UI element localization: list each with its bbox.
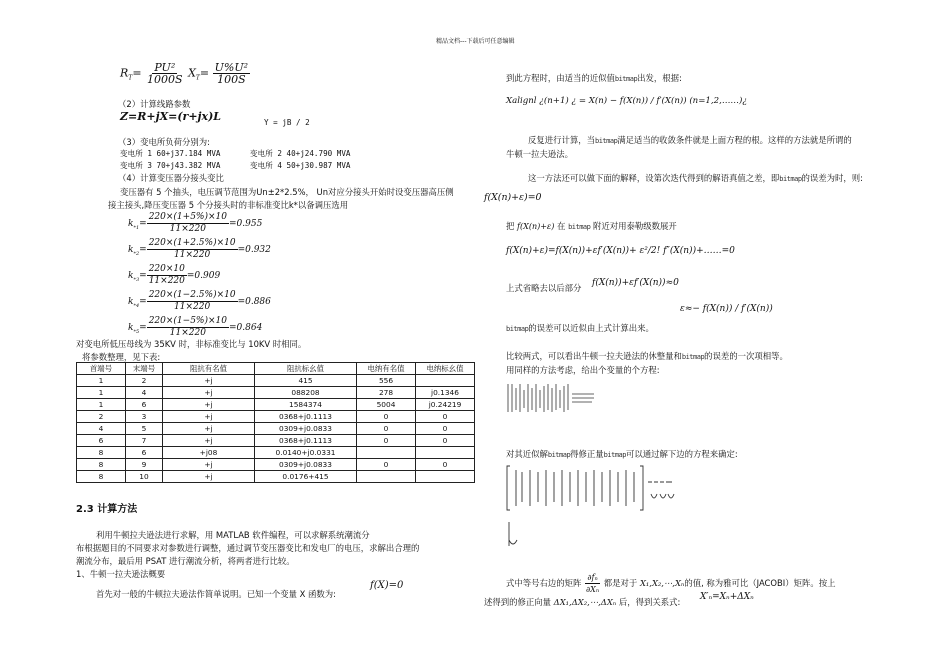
table-cell: +j	[163, 411, 255, 423]
ratio-3: $k_{*3}=$ $\frac{220\times 10}{11\times 220}$ =0.909	[128, 264, 221, 286]
table-cell: 4	[77, 423, 126, 435]
error-equation: f(X(n)+ε)=0	[484, 192, 542, 203]
table-header-row	[77, 363, 475, 375]
table-row	[77, 435, 475, 447]
table-cell: 0	[416, 423, 475, 435]
function-equation: f(X)=0	[370, 580, 404, 591]
table-cell: 4	[126, 387, 163, 399]
table-cell: 0	[357, 435, 416, 447]
table-cell: 0	[357, 423, 416, 435]
table-cell: 0368+j0.1113	[255, 411, 357, 423]
load-2: 变电所 2 40+j24.790 MVA	[250, 149, 351, 158]
table-cell: +j	[163, 423, 255, 435]
table-cell: 2	[126, 375, 163, 387]
method-paragraph-3: 潮流分布，最后用 PSAT 进行潮流分析，将两者进行比较。	[76, 556, 295, 566]
table-cell: 6	[126, 447, 163, 459]
table-header-cell: 首端号	[77, 363, 126, 375]
section-loads: （3）变电所负荷分别为:	[118, 137, 210, 147]
table-cell: 0368+j0.1113	[255, 435, 357, 447]
table-cell: 10	[126, 471, 163, 483]
table-cell: +j08	[163, 447, 255, 459]
newton-method-name: 牛顿一拉夫逊法。	[506, 149, 573, 159]
table-cell: 5	[126, 423, 163, 435]
table-cell: 6	[126, 399, 163, 411]
line-impedance-formula: Z=R+jX=(r+jx)L	[120, 110, 222, 123]
table-header-cell: 阻抗有名值	[163, 363, 255, 375]
table-cell: 0	[357, 459, 416, 471]
table-row	[77, 411, 475, 423]
table-cell	[357, 447, 416, 459]
table-cell: 0	[416, 459, 475, 471]
table-row	[77, 387, 475, 399]
table-cell: 6	[77, 435, 126, 447]
table-cell: 556	[357, 375, 416, 387]
table-row	[77, 471, 475, 483]
table-cell: 2	[77, 411, 126, 423]
correction-text: 对其近似解bitmap得修正量bitmap可以通过解下边的方程来确定:	[506, 449, 738, 459]
bitmap-placeholder: bitmap	[568, 223, 591, 231]
table-cell	[416, 447, 475, 459]
bitmap-placeholder: bitmap	[547, 451, 571, 459]
ratio-1: $k_{*1}=$ $\frac{220\times(1+5\%)\times 10}{11\times 220}$ =0.955	[128, 212, 263, 234]
table-cell: 8	[77, 447, 126, 459]
table-cell: 1	[77, 375, 126, 387]
jacobian-text: 式中等号右边的矩阵 $\frac{\text{∂fₙ}}{\text{∂Xₙ}}$ 都是对于 X₁,X₂,⋯,Xₙ的值, 称为雅可比（JACOBI）矩阵。按上	[506, 573, 836, 594]
error-explanation: 这一方法还可以做下面的解释，设第次迭代得到的解语真值之差，即bitmap的误差为时，则:	[528, 173, 863, 183]
bitmap-placeholder: bitmap	[614, 75, 638, 83]
equation-system-image	[506, 380, 596, 416]
table-row	[77, 447, 475, 459]
load-4: 变电所 4 50+j30.987 MVA	[250, 161, 351, 170]
table-header-cell: 电纳有名值	[357, 363, 416, 375]
update-formula: X′ₙ=Xₙ+ΔXₙ	[700, 592, 754, 602]
table-row	[77, 399, 475, 411]
table-cell: 8	[77, 459, 126, 471]
table-cell: 1	[77, 387, 126, 399]
taylor-expansion: f(X(n)+ε)=f(X(n))+εf′(X(n))+ ε²/2! f″(X(n))+……=0	[506, 246, 735, 256]
table-cell: 9	[126, 459, 163, 471]
table-cell: 0309+j0.0833	[255, 459, 357, 471]
table-cell	[357, 471, 416, 483]
table-row	[77, 459, 475, 471]
page-header: 精品文档---下载后可任意编辑	[436, 38, 515, 45]
method-paragraph-2: 布根据题目的不同要求对参数进行调整，通过调节变压器变比和发电厂的电压，求解出合理的	[76, 543, 420, 553]
table-cell: 0309+j0.0833	[255, 423, 357, 435]
table-cell: 278	[357, 387, 416, 399]
table-cell: j0.1346	[416, 387, 475, 399]
error-approx-text: bitmap的误差可以近似由上式计算出来。	[506, 323, 654, 333]
ratio-2: $k_{*2}=$ $\frac{220\times(1+2.5\%)\times 10}{11\times 220}$ =0.932	[128, 238, 271, 260]
transformer-formula: $R_T=$ $\frac{\text{PU²}}{1000S}$ $X_T=$ $\frac{\text{U\%U²}}{100S}$	[120, 61, 249, 86]
table-cell: 7	[126, 435, 163, 447]
table-cell: 0	[416, 435, 475, 447]
section-tap-ratio: （4）计算变压器分接头变比	[118, 173, 224, 183]
linearized-equation: f(X(n))+εf′(X(n))≈0	[592, 278, 679, 288]
table-cell: 0	[416, 411, 475, 423]
comparison-text: 比较两式，可以看出牛顿一拉夫逊法的休整量和bitmap的误差的一次项相等。	[506, 351, 788, 361]
section-heading-2-3: 2.3 计算方法	[76, 504, 138, 515]
table-header-cell: 末端号	[126, 363, 163, 375]
low-voltage-note: 对变电所低压母线为 35KV 时，非标准变比与 10KV 时相同。	[76, 339, 307, 349]
truncation-text: 上式省略去以后部分	[506, 283, 582, 293]
method-paragraph-1: 利用牛顿拉夫逊法进行求解，用 MATLAB 软件编程，可以求解系统潮流分	[96, 530, 370, 540]
table-cell: +j	[163, 459, 255, 471]
table-cell: 1584374	[255, 399, 357, 411]
newton-intro: 首先对一般的牛顿拉夫逊法作简单说明。已知一个变量 X 函数为:	[96, 589, 337, 599]
section-line-params: （2）计算线路参数	[118, 99, 191, 109]
table-row	[77, 375, 475, 387]
table-cell: 5004	[357, 399, 416, 411]
convergence-text: 反复进行计算，当bitmap满足适当的收敛条件就是上面方程的根。这样的方法就是所谓的	[528, 135, 852, 145]
table-cell: 0.0176+415	[255, 471, 357, 483]
bitmap-placeholder: bitmap	[595, 137, 618, 145]
table-header-cell: 电纳标幺值	[416, 363, 475, 375]
tap-paragraph-1: 变压器有 5 个抽头，电压调节范围为Un±2*2.5%， Un对应分接头开始时设变压器高压侧	[120, 187, 454, 197]
parameter-table	[76, 362, 475, 483]
bitmap-placeholder: bitmap	[779, 175, 802, 183]
table-header-cell: 阻抗标幺值	[255, 363, 357, 375]
taylor-intro: 把 f(X(n)+ε) 在 bitmap 附近对用泰勒级数展开	[506, 221, 677, 231]
admittance-formula: Y = jB / 2	[264, 118, 310, 127]
bitmap-placeholder: bitmap	[506, 325, 529, 333]
ratio-4: $k_{*4}=$ $\frac{220\times(1-2.5\%)\times 10}{11\times 220}$ =0.886	[128, 290, 271, 312]
table-cell: 8	[77, 471, 126, 483]
table-cell	[416, 471, 475, 483]
table-cell: +j	[163, 435, 255, 447]
table-row	[77, 423, 475, 435]
iteration-formula: Xalignl ¿(n+1) ¿ = X(n) − f(X(n)) / f′(X(n)) (n=1,2,……)¿	[506, 96, 747, 106]
load-1: 变电所 1 60+j37.184 MVA	[120, 149, 221, 158]
table-cell: j0.24219	[416, 399, 475, 411]
table-cell: 3	[126, 411, 163, 423]
table-cell: 1	[77, 399, 126, 411]
epsilon-formula: ε≈− f(X(n)) / f′(X(n))	[680, 304, 773, 314]
table-cell: +j	[163, 375, 255, 387]
tap-paragraph-2: 接主接头,降压变压器 5 个分接头时的非标准变比k*以备调压选用	[108, 200, 349, 210]
approx-start-text: 到此方程时，由适当的近似值bitmap出发，根据:	[506, 73, 682, 83]
table-cell	[416, 375, 475, 387]
table-cell: 088208	[255, 387, 357, 399]
jacobian-matrix-image	[506, 462, 676, 548]
table-cell: 415	[255, 375, 357, 387]
table-cell: +j	[163, 399, 255, 411]
load-3: 变电所 3 70+j43.382 MVA	[120, 161, 221, 170]
bitmap-placeholder: bitmap	[681, 353, 705, 361]
update-text: 述得到的修正向量 ΔX₁,ΔX₂,⋯,ΔXₙ 后，得到关系式:	[484, 597, 681, 607]
table-cell: 0	[357, 411, 416, 423]
table-intro: 将参数整理，见下表:	[82, 352, 161, 362]
table-cell: +j	[163, 471, 255, 483]
bitmap-placeholder: bitmap	[603, 451, 626, 459]
ratio-5: $k_{*5}=$ $\frac{220\times(1-5\%)\times 10}{11\times 220}$ =0.864	[128, 316, 263, 338]
multivariable-intro: 用同样的方法考虑，给出个变量的个方程:	[506, 365, 660, 375]
newton-subheading: 1、牛顿一拉夫逊法概要	[76, 569, 166, 579]
table-cell: 0.0140+j0.0331	[255, 447, 357, 459]
table-cell: +j	[163, 387, 255, 399]
